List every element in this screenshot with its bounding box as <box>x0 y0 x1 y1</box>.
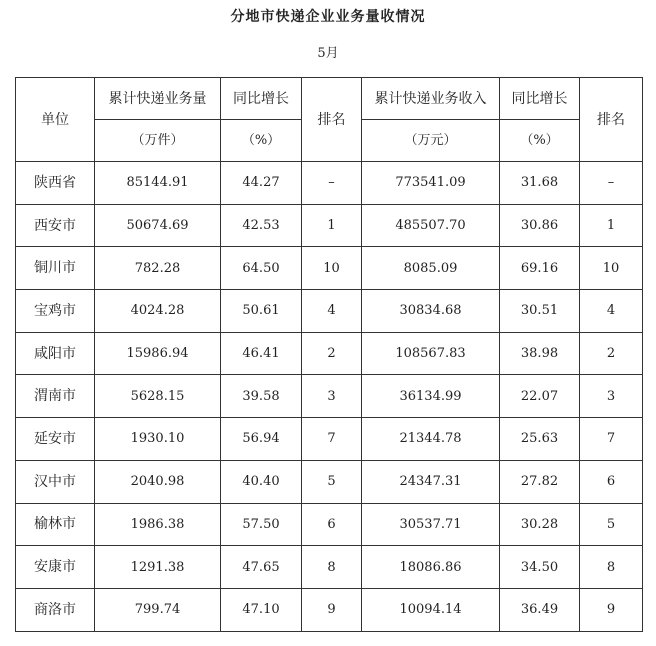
volume-rank-cell: 9 <box>302 588 362 631</box>
volume-yoy-cell: 47.10 <box>221 588 302 631</box>
volume-yoy-cell: 56.94 <box>221 418 302 461</box>
page-title: 分地市快递企业业务量收情况 <box>230 9 426 25</box>
revenue-yoy-cell: 27.82 <box>500 460 580 503</box>
volume-rank-cell: 6 <box>302 503 362 546</box>
header-volume-unit: （万件） <box>95 120 221 162</box>
revenue-yoy-cell: 22.07 <box>500 375 580 418</box>
volume-rank-cell: 10 <box>302 247 362 290</box>
revenue-rank-cell: 8 <box>580 546 643 589</box>
revenue-cell: 18086.86 <box>362 546 500 589</box>
volume-yoy-cell: 47.65 <box>221 546 302 589</box>
revenue-yoy-cell: 30.51 <box>500 290 580 333</box>
volume-yoy-cell: 57.50 <box>221 503 302 546</box>
revenue-rank-cell: 3 <box>580 375 643 418</box>
table-row <box>16 588 643 631</box>
volume-rank-cell: 4 <box>302 290 362 333</box>
revenue-yoy-cell: 36.49 <box>500 588 580 631</box>
volume-cell: 1291.38 <box>95 546 221 589</box>
express-stats-table <box>15 77 643 632</box>
table-row <box>16 332 643 375</box>
header-revenue: 累计快递业务收入 <box>362 78 500 120</box>
city-name-cell: 陕西省 <box>16 162 95 205</box>
revenue-yoy-cell: 25.63 <box>500 418 580 461</box>
header-rank-volume: 排名 <box>302 78 362 162</box>
volume-rank-cell: – <box>302 162 362 205</box>
table-row <box>16 247 643 290</box>
revenue-cell: 773541.09 <box>362 162 500 205</box>
revenue-rank-cell: 7 <box>580 418 643 461</box>
revenue-rank-cell: – <box>580 162 643 205</box>
table-row <box>16 460 643 503</box>
volume-cell: 799.74 <box>95 588 221 631</box>
city-name-cell: 咸阳市 <box>16 332 95 375</box>
revenue-yoy-cell: 34.50 <box>500 546 580 589</box>
revenue-yoy-cell: 38.98 <box>500 332 580 375</box>
revenue-rank-cell: 10 <box>580 247 643 290</box>
table-row <box>16 375 643 418</box>
revenue-rank-cell: 5 <box>580 503 643 546</box>
volume-cell: 5628.15 <box>95 375 221 418</box>
header-yoy-revenue-unit: （%） <box>500 120 580 162</box>
revenue-yoy-cell: 30.86 <box>500 204 580 247</box>
revenue-rank-cell: 2 <box>580 332 643 375</box>
header-yoy-revenue: 同比增长 <box>500 78 580 120</box>
header-unit: 单位 <box>16 78 95 162</box>
table-row <box>16 418 643 461</box>
revenue-cell: 30834.68 <box>362 290 500 333</box>
volume-rank-cell: 8 <box>302 546 362 589</box>
revenue-cell: 36134.99 <box>362 375 500 418</box>
revenue-cell: 10094.14 <box>362 588 500 631</box>
city-name-cell: 铜川市 <box>16 247 95 290</box>
revenue-rank-cell: 4 <box>580 290 643 333</box>
header-rank-revenue: 排名 <box>580 78 643 162</box>
city-name-cell: 延安市 <box>16 418 95 461</box>
header-row-top <box>16 78 643 120</box>
revenue-cell: 30537.71 <box>362 503 500 546</box>
city-name-cell: 宝鸡市 <box>16 290 95 333</box>
revenue-yoy-cell: 69.16 <box>500 247 580 290</box>
page-subtitle: 5月 <box>317 46 339 61</box>
volume-rank-cell: 3 <box>302 375 362 418</box>
city-name-cell: 西安市 <box>16 204 95 247</box>
city-name-cell: 榆林市 <box>16 503 95 546</box>
city-name-cell: 渭南市 <box>16 375 95 418</box>
revenue-rank-cell: 1 <box>580 204 643 247</box>
volume-rank-cell: 1 <box>302 204 362 247</box>
header-volume: 累计快递业务量 <box>95 78 221 120</box>
revenue-cell: 485507.70 <box>362 204 500 247</box>
city-name-cell: 商洛市 <box>16 588 95 631</box>
volume-cell: 15986.94 <box>95 332 221 375</box>
city-name-cell: 安康市 <box>16 546 95 589</box>
volume-yoy-cell: 42.53 <box>221 204 302 247</box>
table-row <box>16 162 643 205</box>
revenue-cell: 108567.83 <box>362 332 500 375</box>
volume-yoy-cell: 64.50 <box>221 247 302 290</box>
volume-yoy-cell: 39.58 <box>221 375 302 418</box>
revenue-cell: 24347.31 <box>362 460 500 503</box>
volume-yoy-cell: 46.41 <box>221 332 302 375</box>
city-name-cell: 汉中市 <box>16 460 95 503</box>
volume-cell: 1930.10 <box>95 418 221 461</box>
volume-cell: 85144.91 <box>95 162 221 205</box>
table-row <box>16 204 643 247</box>
table-row <box>16 546 643 589</box>
volume-rank-cell: 7 <box>302 418 362 461</box>
volume-yoy-cell: 40.40 <box>221 460 302 503</box>
revenue-rank-cell: 6 <box>580 460 643 503</box>
table-row <box>16 503 643 546</box>
revenue-yoy-cell: 30.28 <box>500 503 580 546</box>
volume-yoy-cell: 50.61 <box>221 290 302 333</box>
volume-cell: 50674.69 <box>95 204 221 247</box>
revenue-rank-cell: 9 <box>580 588 643 631</box>
header-revenue-unit: （万元） <box>362 120 500 162</box>
revenue-cell: 21344.78 <box>362 418 500 461</box>
volume-cell: 4024.28 <box>95 290 221 333</box>
volume-cell: 782.28 <box>95 247 221 290</box>
volume-cell: 1986.38 <box>95 503 221 546</box>
header-yoy-volume-unit: （%） <box>221 120 302 162</box>
table-row <box>16 290 643 333</box>
volume-rank-cell: 2 <box>302 332 362 375</box>
revenue-cell: 8085.09 <box>362 247 500 290</box>
volume-cell: 2040.98 <box>95 460 221 503</box>
table-body <box>16 78 643 632</box>
revenue-yoy-cell: 31.68 <box>500 162 580 205</box>
volume-rank-cell: 5 <box>302 460 362 503</box>
volume-yoy-cell: 44.27 <box>221 162 302 205</box>
header-yoy-volume: 同比增长 <box>221 78 302 120</box>
